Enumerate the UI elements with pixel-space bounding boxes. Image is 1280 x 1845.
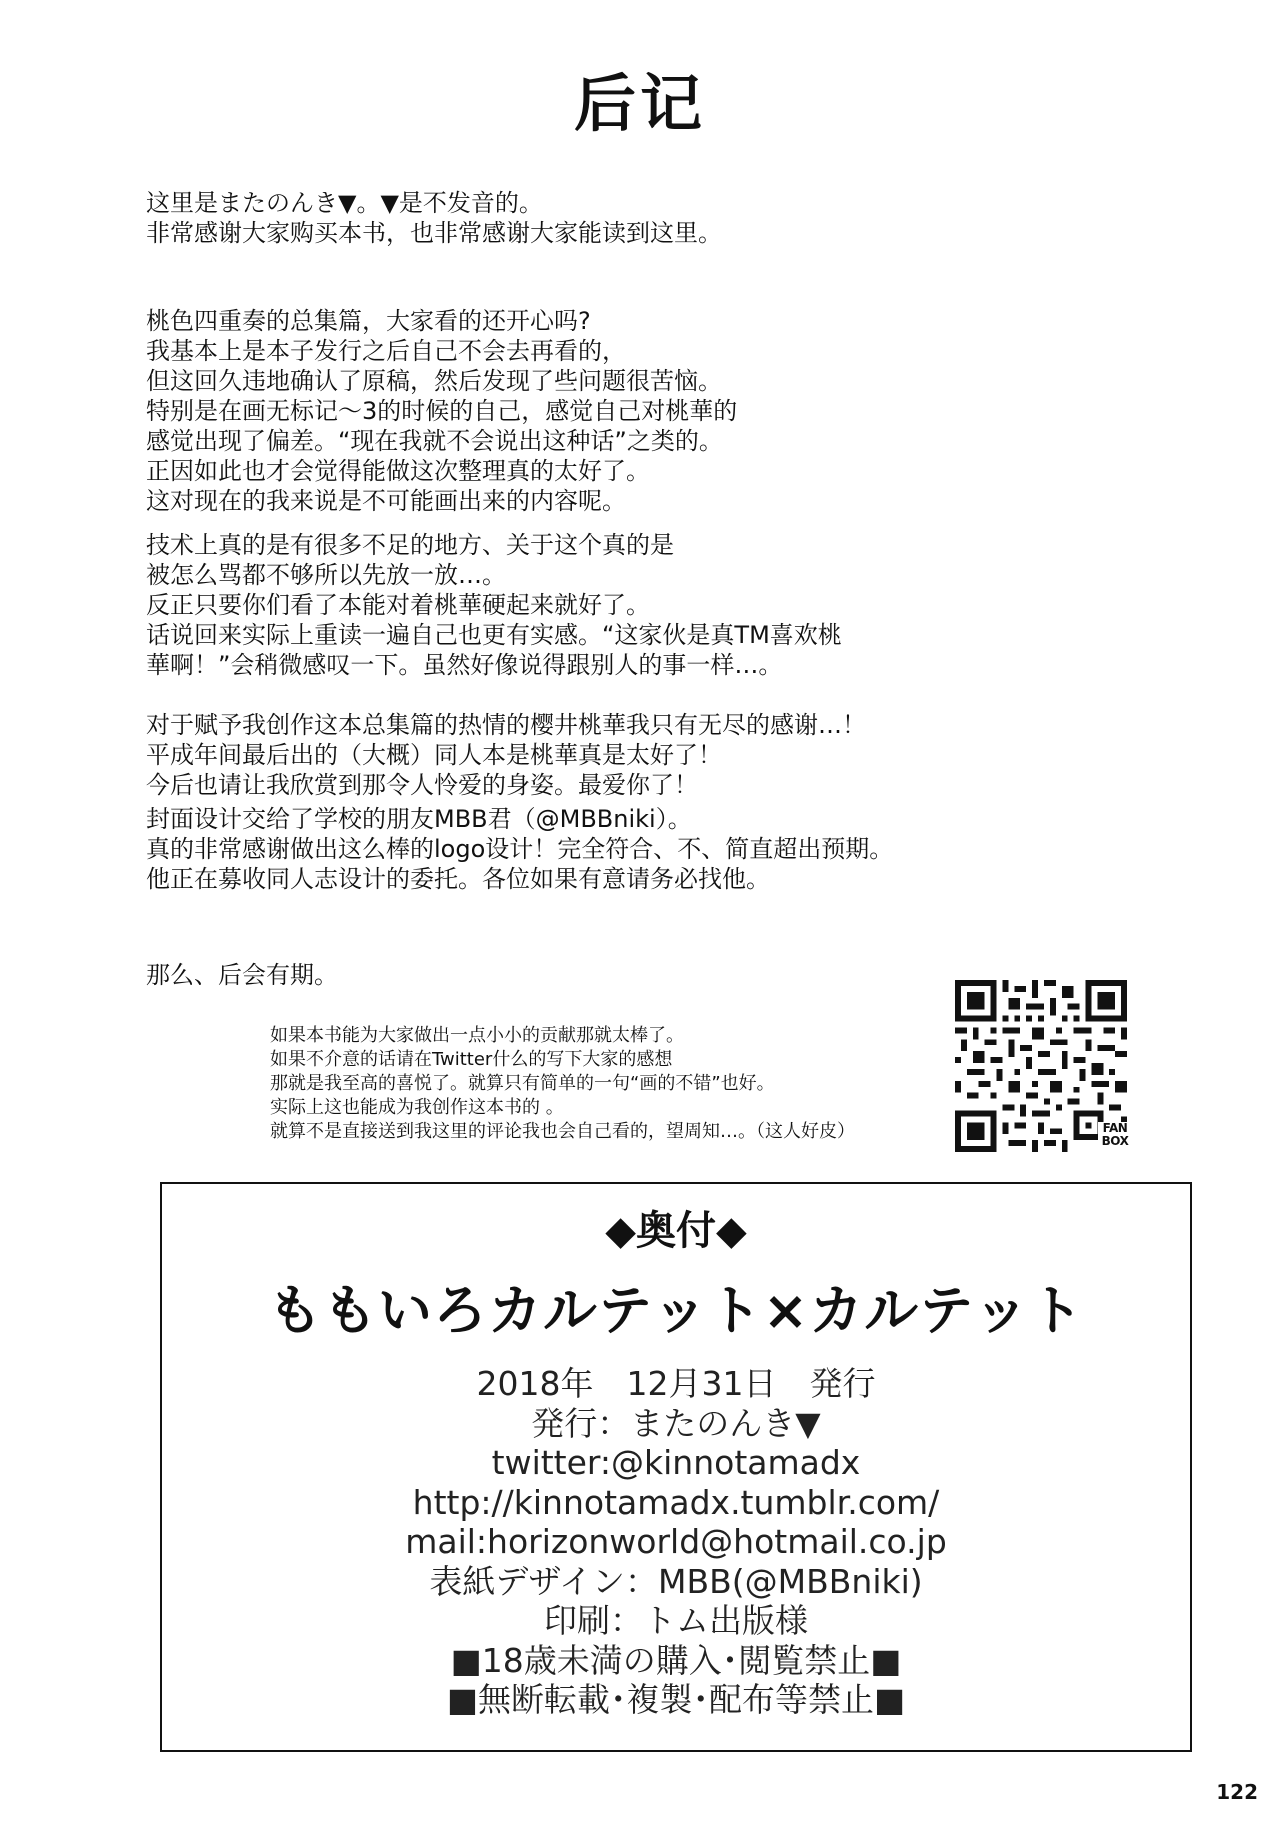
book-title: ももいろカルテット×カルテット xyxy=(267,1279,1085,1342)
text-line: 華啊！”会稍微感叹一下。虽然好像说得跟别人的事一样…。 xyxy=(146,651,783,679)
text-line: 平成年间最后出的（大概）同人本是桃華真是太好了！ xyxy=(146,741,722,769)
text-line: 今后也请让我欣赏到那令人怜爱的身姿。最爱你了！ xyxy=(146,771,698,799)
note-line: 如果不介意的话请在Twitter什么的写下大家的感想 xyxy=(270,1049,673,1070)
fanbox-label-line: BOX xyxy=(1101,1134,1129,1148)
text-line: 非常感谢大家购买本书，也非常感谢大家能读到这里。 xyxy=(146,219,722,247)
text-line: 桃色四重奏的总集篇，大家看的还开心吗? xyxy=(146,307,591,335)
cover-designer: 表紙デザイン：MBB(@MBBniki) xyxy=(429,1561,923,1601)
text-line: 这里是またのんき▼。▼是不发音的。 xyxy=(146,189,543,217)
paragraph-4 xyxy=(146,804,1146,894)
text-line: 正因如此也才会觉得能做这次整理真的太好了。 xyxy=(146,457,650,485)
publisher: 発行：またのんき▼ xyxy=(531,1403,821,1443)
website-url[interactable]: http://kinnotamadx.tumblr.com/ xyxy=(412,1482,940,1522)
contact-email[interactable]: mail:horizonworld@hotmail.co.jp xyxy=(405,1522,947,1561)
text-line: 真的非常感谢做出这么棒的logo设计！完全符合、不、简直超出预期。 xyxy=(146,835,894,863)
twitter-handle[interactable]: twitter:@kinnotamadx xyxy=(491,1443,861,1482)
publish-date: 2018年 12月31日 発行 xyxy=(476,1364,876,1403)
text-line: 封面设计交给了学校的朋友MBB君（@MBBniki）。 xyxy=(146,805,692,833)
paragraph-3 xyxy=(146,710,1146,800)
copyright-notice: ■無断転載･複製･配布等禁止■ xyxy=(446,1680,906,1719)
text-line: 反正只要你们看了本能对着桃華硬起来就好了。 xyxy=(146,591,650,619)
note-line: 如果本书能为大家做出一点小小的贡献那就太棒了。 xyxy=(270,1025,684,1046)
colophon-box xyxy=(160,1182,1192,1752)
text-line: 话说回来实际上重读一遍自己也更有实感。“这家伙是真TM喜欢桃 xyxy=(146,621,842,649)
paragraph-1 xyxy=(146,306,1146,516)
text-line: 他正在募收同人志设计的委托。各位如果有意请务必找他。 xyxy=(146,865,770,893)
text-line: 对于赋予我创作这本总集篇的热情的樱井桃華我只有无尽的感谢…！ xyxy=(146,711,866,739)
text-line: 特别是在画无标记～3的时候的自己，感觉自己对桃華的 xyxy=(146,397,738,425)
printer: 印刷：トム出版様 xyxy=(544,1601,808,1640)
text-line: 被怎么骂都不够所以先放一放…。 xyxy=(146,561,506,589)
note-line: 实际上这也能成为我创作这本书的 。 xyxy=(270,1097,564,1118)
page-number: 122 xyxy=(1216,1780,1258,1804)
fanbox-label xyxy=(1098,1122,1132,1148)
text-line: 技术上真的是有很多不足的地方、关于这个真的是 xyxy=(146,531,674,559)
note-line: 那就是我至高的喜悦了。就算只有简单的一句“画的不错”也好。 xyxy=(270,1073,775,1094)
text-line: 我基本上是本子发行之后自己不会去再看的， xyxy=(146,337,626,365)
note-line: 就算不是直接送到我这里的评论我也会自己看的，望周知…。（这人好皮） xyxy=(270,1121,855,1142)
colophon-heading: ◆奥付◆ xyxy=(605,1208,747,1254)
fanbox-notes xyxy=(270,1024,960,1144)
paragraph-2 xyxy=(146,530,1146,680)
age-restriction-notice: ■18歳未満の購入･閲覧禁止■ xyxy=(450,1640,902,1680)
page-title: 后记 xyxy=(573,67,706,140)
intro-paragraph xyxy=(146,188,1146,248)
text-line: 但这回久违地确认了原稿，然后发现了些问题很苦恼。 xyxy=(146,367,722,395)
text-line: 感觉出现了偏差。“现在我就不会说出这种话”之类的。 xyxy=(146,427,723,455)
fanbox-label-line: FAN xyxy=(1102,1121,1128,1135)
text-line: 那么、后会有期。 xyxy=(146,961,338,989)
colophon-details xyxy=(162,1364,1190,1720)
text-line: 这对现在的我来说是不可能画出来的内容呢。 xyxy=(146,487,626,515)
